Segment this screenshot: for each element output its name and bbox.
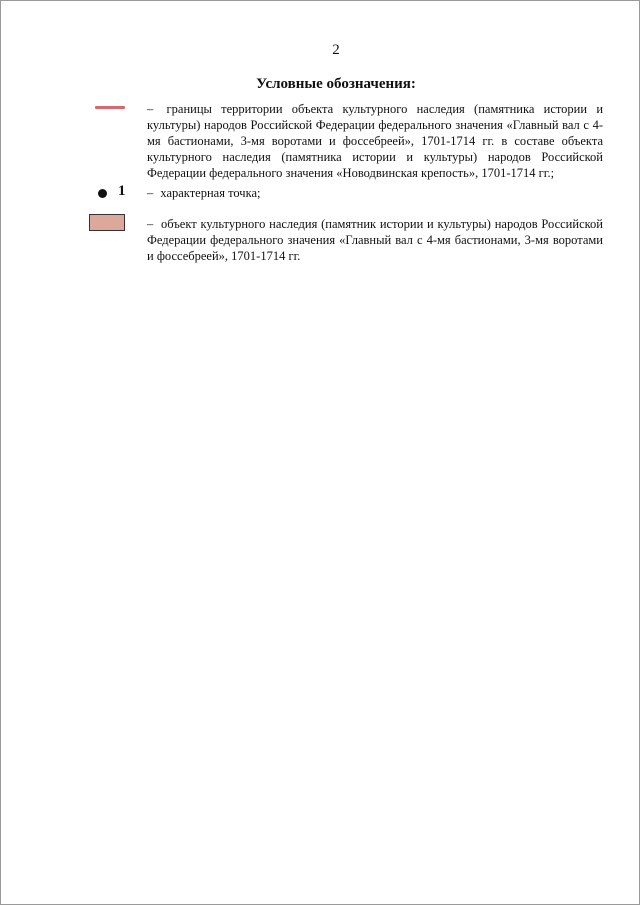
boundary-description-text: границы территории объекта культурного наследия (памятника истории и культуры) народов Российской Федерации федерального значения «Главный вал с 4-мя бастионами, 3-мя воротами и фоссебреей», 1701-1714 гг. в составе объекта культурного наследия (памятника истории и культуры) народов Российской Федерации федерального значения «Новодвинская крепость», 1701-1714 гг.; (147, 102, 604, 180)
heritage-area-swatch-icon (89, 214, 125, 231)
legend-item-description (147, 101, 603, 181)
point-number-label: 1 (118, 183, 126, 199)
legend-dash: – (147, 102, 154, 116)
legend-dash: – (147, 186, 154, 200)
red-boundary-line-icon (95, 106, 125, 109)
heritage-area-description-text: объект культурного наследия (памятник истории и культуры) народов Российской Федерации федерального значения «Главный вал с 4-мя бастионами, 3-мя воротами и фоссебреей», 1701-1714 гг. (147, 217, 603, 263)
legend-title: Условные обозначения: (256, 76, 416, 92)
black-dot-icon (98, 189, 107, 198)
point-description-text: характерная точка; (160, 186, 261, 200)
legend-item-description (147, 216, 603, 264)
legend-dash: – (147, 217, 154, 231)
page-number: 2 (332, 42, 340, 58)
legend-item-description (147, 185, 603, 201)
